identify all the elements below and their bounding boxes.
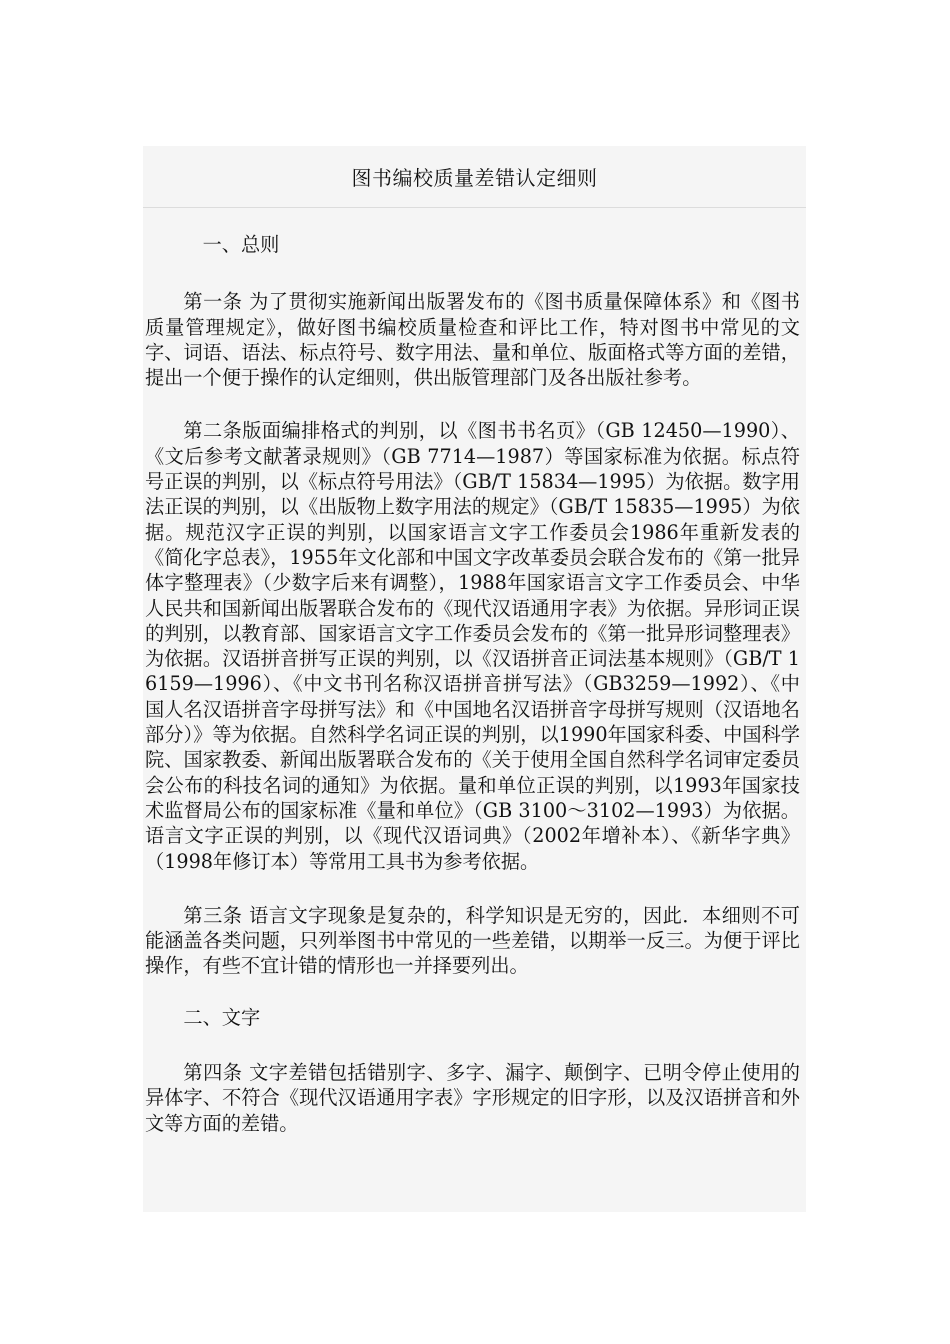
section-heading-general: 一、总则 (202, 233, 280, 256)
article-1: 第一条 为了贯彻实施新闻出版署发布的《图书质量保障体系》和《图书质量管理规定》，做好图书编校质量检查和评比工作，特对图书中常见的文字、词语、语法、标点符号、数字用法、量和单位、版面格式等方面的差错，提出一个便于操作的认定细则，供出版管理部门及各出版社参考。 (145, 290, 800, 390)
section-heading-text: 二、文字 (183, 1005, 261, 1029)
article-2: 第二条版面编排格式的判别，以《图书书名页》（GB 12450—1990）、《文后参考文献著录规则》（GB 7714—1987）等国家标准为依据。标点符号正误的判别，以《标点符号用法》（GB/T 15834—1995）为依据。数字用法正误的判别，以《出版物上数字用法的规定》（GB/T 15835—1995）为依据。规范汉字正误的判别，以国家语言文字工作委员会1986年重新发表的《简化字总表》，1955年文化部和中国文字改革委员会联合发布的《第一批异体字整理表》（少数字后来有调整），1988年国家语言文字工作委员会、中华人民共和国新闻出版署联合发布的《现代汉语通用字表》为依据。异形词正误的判别，以教育部、国家语言文字工作委员会发布的《第一批异形词整理表》为依据。汉语拼音拼写正误的判别，以《汉语拼音正词法基本规则》（GB/T 16159—1996）、《中文书刊名称汉语拼音拼写法》（GB3259—1992）、《中国人名汉语拼音字母拼写法》和《中国地名汉语拼音字母拼写规则（汉语地名部分）》等为依据。自然科学名词正误的判别，以1990年国家科委、中国科学院、国家教委、新闻出版署联合发布的《关于使用全国自然科学名词审定委员会公布的科技名词的通知》为依据。量和单位正误的判别，以1993年国家技术监督局公布的国家标准《量和单位》（GB 3100～3102—1993）为依据。语言文字正误的判别，以《现代汉语词典》（2002年增补本）、《新华字典》（1998年修订本）等常用工具书为参考依据。 (145, 419, 800, 873)
title-bar (143, 146, 806, 208)
document-title: 图书编校质量差错认定细则 (351, 166, 598, 190)
article-4: 第四条 文字差错包括错别字、多字、漏字、颠倒字、已明令停止使用的异体字、不符合《现代汉语通用字表》字形规定的旧字形，以及汉语拼音和外文等方面的差错。 (145, 1061, 800, 1135)
document-panel (143, 146, 806, 1212)
article-3: 第三条 语言文字现象是复杂的，科学知识是无穷的，因此．本细则不可能涵盖各类问题，只列举图书中常见的一些差错，以期举一反三。为便于评比操作，有些不宜计错的情形也一并择要列出。 (145, 903, 800, 978)
document-body (143, 232, 806, 1136)
